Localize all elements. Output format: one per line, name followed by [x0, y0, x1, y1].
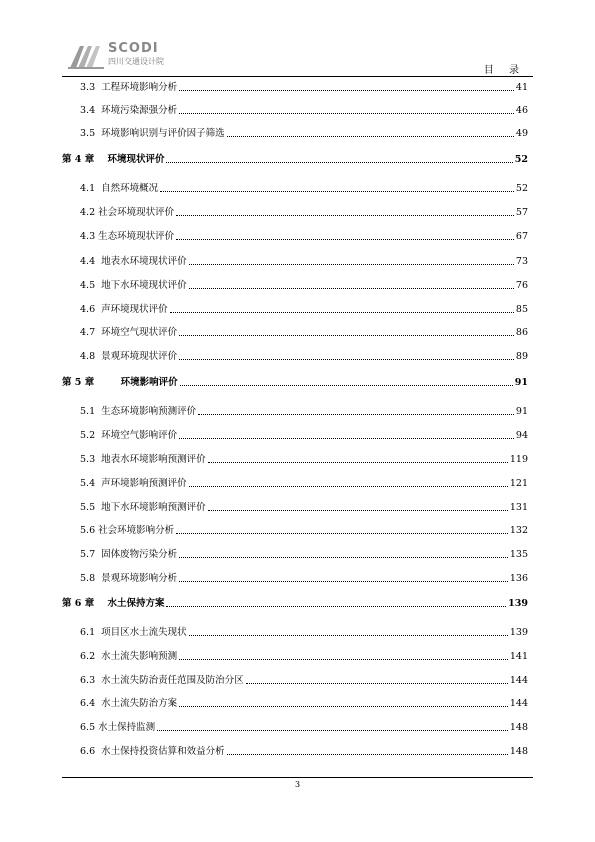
- toc-dot-leader: [227, 754, 508, 755]
- toc-entry-title: 6.2 水土流失影响预测: [80, 651, 178, 662]
- toc-section-entry[interactable]: [62, 450, 528, 466]
- toc-section-entry[interactable]: [62, 647, 528, 663]
- toc-section-entry[interactable]: [62, 545, 528, 561]
- toc-entry-title: 5.2 环境空气影响评价: [80, 430, 178, 441]
- toc-dot-leader: [179, 438, 514, 439]
- toc-entry-page: 139: [508, 598, 528, 609]
- toc-entry-page: 86: [515, 327, 528, 338]
- toc-entry-page: 91: [515, 406, 528, 417]
- toc-section-entry[interactable]: [62, 498, 528, 514]
- toc-dot-leader: [179, 359, 514, 360]
- toc-entry-title: 4.4 地表水环境现状评价: [80, 256, 187, 267]
- toc-section-entry[interactable]: [62, 203, 528, 219]
- toc-entry-title: 第 5 章 环境影响评价: [62, 377, 178, 388]
- toc-dot-leader: [179, 557, 508, 558]
- page-number: 3: [294, 780, 301, 789]
- logo-subtext: 四川交通设计院: [108, 57, 164, 66]
- header-divider: [62, 76, 533, 77]
- toc-entry-page: 141: [509, 651, 528, 662]
- toc-dot-leader: [189, 288, 514, 289]
- toc-entry-page: 131: [509, 502, 528, 513]
- toc-dot-leader: [180, 385, 513, 386]
- toc-section-entry[interactable]: [62, 718, 528, 734]
- toc-entry-title: 第 4 章 环境现状评价: [62, 154, 165, 165]
- toc-section-entry[interactable]: [62, 179, 528, 195]
- toc-section-entry[interactable]: [62, 623, 528, 639]
- toc-dot-leader: [157, 730, 508, 731]
- toc-entry-title: 5.4 声环境影响预测评价: [80, 478, 187, 489]
- toc-entry-title: 3.4 环境污染源强分析: [80, 105, 178, 116]
- toc-section-entry[interactable]: [62, 402, 528, 418]
- toc-entry-title: 4.3 生态环境现状评价: [80, 231, 175, 242]
- toc-section-entry[interactable]: [62, 227, 528, 243]
- toc-entry-page: 144: [509, 698, 528, 709]
- toc-dot-leader: [176, 239, 514, 240]
- toc-entry-page: 119: [509, 454, 528, 465]
- toc-entry-title: 5.5 地下水环境影响预测评价: [80, 502, 206, 513]
- toc-section-entry[interactable]: [62, 742, 528, 758]
- toc-section-entry[interactable]: [62, 347, 528, 363]
- toc-chapter-entry[interactable]: [62, 373, 528, 389]
- toc-entry-page: 41: [515, 82, 528, 93]
- toc-section-entry[interactable]: [62, 521, 528, 537]
- toc-dot-leader: [160, 191, 514, 192]
- toc-entry-title: 5.3 地表水环境影响预测评价: [80, 454, 206, 465]
- toc-section-entry[interactable]: [62, 569, 528, 585]
- toc-entry-page: 148: [509, 746, 528, 757]
- toc-section-entry[interactable]: [62, 300, 528, 316]
- toc-entry-title: 第 6 章 水土保持方案: [62, 598, 165, 609]
- toc-chapter-entry[interactable]: [62, 150, 528, 166]
- toc-dot-leader: [179, 90, 514, 91]
- toc-dot-leader: [198, 414, 514, 415]
- toc-section-entry[interactable]: [62, 474, 528, 490]
- toc-section-entry[interactable]: [62, 694, 528, 710]
- toc-dot-leader: [189, 635, 508, 636]
- toc-entry-page: 136: [509, 573, 528, 584]
- toc-entry-page: 139: [509, 627, 528, 638]
- toc-entry-title: 4.8 景观环境现状评价: [80, 351, 178, 362]
- footer-divider: [62, 777, 533, 778]
- toc-dot-leader: [189, 264, 514, 265]
- toc-entry-title: 4.1 自然环境概况: [80, 183, 159, 194]
- toc-entry-page: 67: [515, 231, 528, 242]
- logo-text: SCODI: [108, 41, 159, 56]
- toc-entry-page: 144: [509, 675, 528, 686]
- toc-entry-page: 52: [514, 154, 528, 165]
- toc-entry-title: 4.2 社会环境现状评价: [80, 207, 175, 218]
- toc-section-entry[interactable]: [62, 276, 528, 292]
- toc-entry-title: 5.1 生态环境影响预测评价: [80, 406, 197, 417]
- toc-entry-title: 3.3 工程环境影响分析: [80, 82, 178, 93]
- toc-section-entry[interactable]: [62, 323, 528, 339]
- toc-entry-page: 49: [515, 128, 528, 139]
- toc-dot-leader: [208, 462, 508, 463]
- toc-entry-title: 6.4 水土流失防治方案: [80, 698, 178, 709]
- toc-entry-title: 6.5 水土保持监测: [80, 722, 156, 733]
- toc-entry-title: 5.7 固体废物污染分析: [80, 549, 178, 560]
- toc-entry-page: 89: [515, 351, 528, 362]
- toc-entry-title: 6.6 水土保持投资估算和效益分析: [80, 746, 225, 757]
- toc-dot-leader: [176, 533, 508, 534]
- toc-entry-page: 135: [509, 549, 528, 560]
- toc-dot-leader: [176, 215, 514, 216]
- toc-entry-page: 121: [509, 478, 528, 489]
- toc-entry-title: 6.3 水土流失防治责任范围及防治分区: [80, 675, 244, 686]
- toc-section-entry[interactable]: [62, 124, 528, 140]
- toc-dot-leader: [227, 136, 514, 137]
- toc-dot-leader: [170, 312, 514, 313]
- toc-entry-title: 3.5 环境影响识别与评价因子筛选: [80, 128, 225, 139]
- toc-dot-leader: [189, 486, 508, 487]
- toc-dot-leader: [179, 706, 508, 707]
- toc-section-entry[interactable]: [62, 252, 528, 268]
- toc-entry-page: 148: [509, 722, 528, 733]
- toc-dot-leader: [166, 162, 512, 163]
- page-header-title: 目 录: [483, 65, 525, 76]
- toc-entry-page: 46: [515, 105, 528, 116]
- toc-dot-leader: [179, 335, 514, 336]
- toc-dot-leader: [166, 606, 506, 607]
- toc-dot-leader: [179, 659, 508, 660]
- toc-entry-title: 4.6 声环境现状评价: [80, 304, 168, 315]
- toc-section-entry[interactable]: [62, 78, 528, 94]
- toc-entry-title: 4.7 环境空气现状评价: [80, 327, 178, 338]
- toc-entry-page: 76: [515, 280, 528, 291]
- toc-entry-page: 94: [515, 430, 528, 441]
- toc-section-entry[interactable]: [62, 101, 528, 117]
- toc-entry-page: 85: [515, 304, 528, 315]
- toc-chapter-entry[interactable]: [62, 594, 528, 610]
- toc-section-entry[interactable]: [62, 426, 528, 442]
- toc-dot-leader: [208, 510, 508, 511]
- toc-section-entry[interactable]: [62, 671, 528, 687]
- toc-entry-title: 6.1 项目区水土流失现状: [80, 627, 187, 638]
- toc-entry-page: 52: [515, 183, 528, 194]
- toc-entry-page: 132: [509, 525, 528, 536]
- toc-entry-page: 57: [515, 207, 528, 218]
- toc-entry-title: 5.6 社会环境影响分析: [80, 525, 175, 536]
- toc-dot-leader: [179, 581, 508, 582]
- toc-entry-title: 5.8 景观环境影响分析: [80, 573, 178, 584]
- toc-entry-page: 91: [514, 377, 528, 388]
- toc-entry-title: 4.5 地下水环境现状评价: [80, 280, 187, 291]
- toc-dot-leader: [246, 683, 508, 684]
- toc-entry-page: 73: [515, 256, 528, 267]
- toc-dot-leader: [179, 113, 514, 114]
